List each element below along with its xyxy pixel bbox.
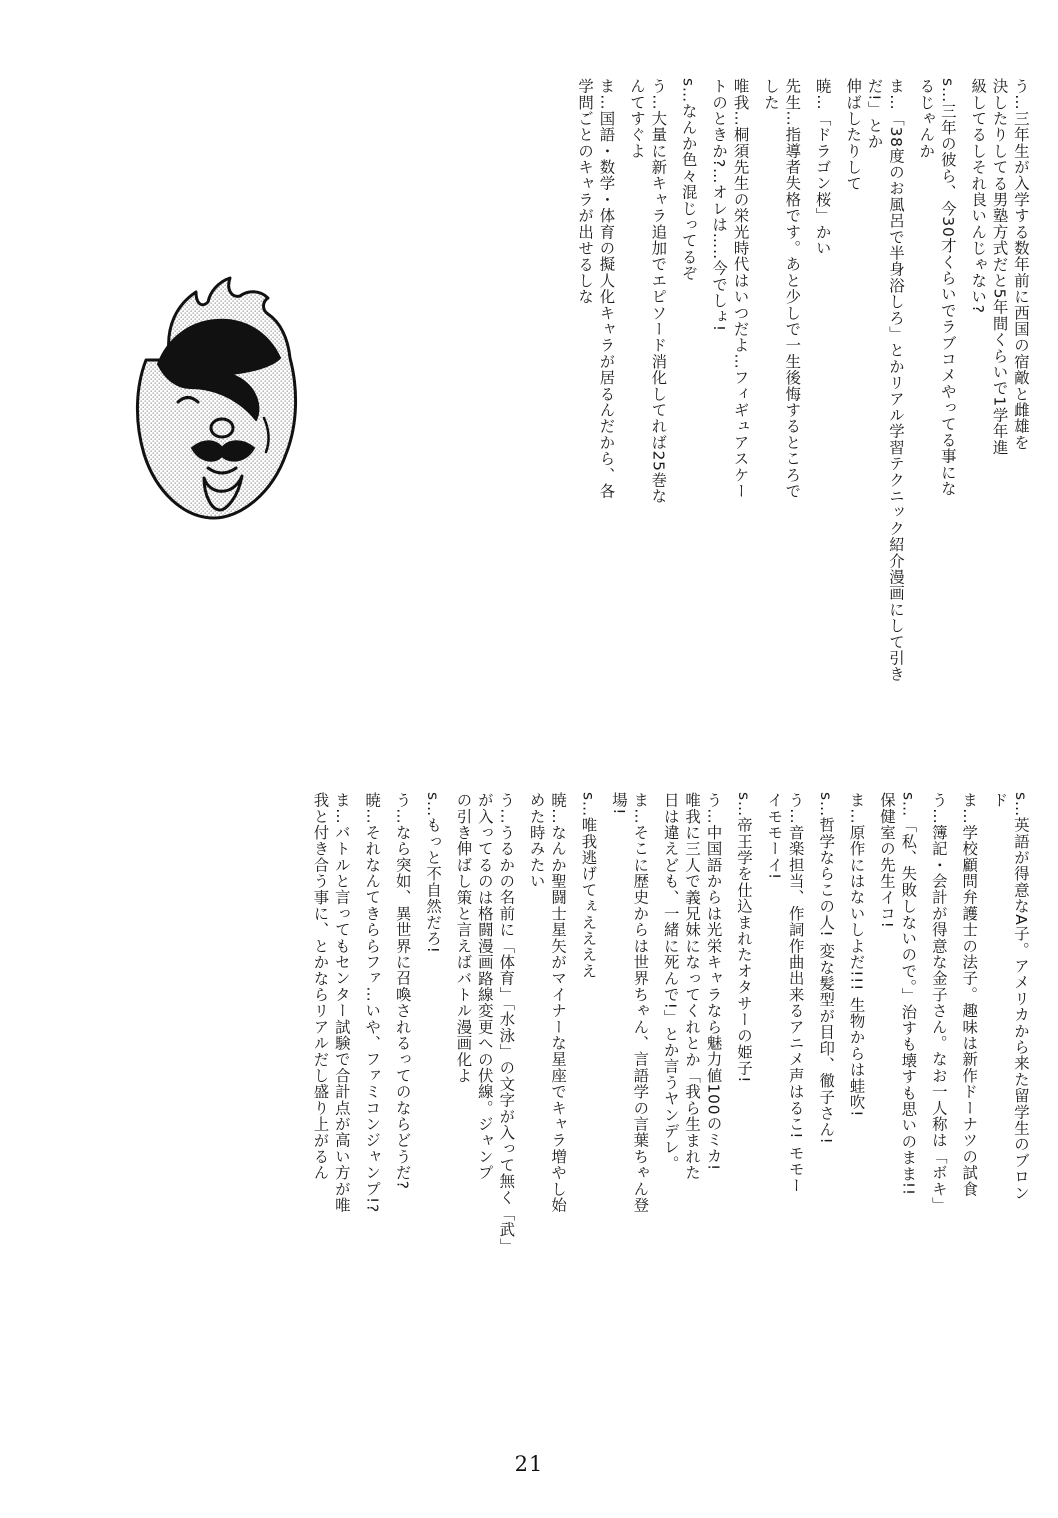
dialogue-entry xyxy=(955,792,979,1197)
dialogue-entry xyxy=(839,78,903,682)
dialogue-line: 唯我…桐須先生の栄光時代はいつだよ…フィギュアスケー xyxy=(731,78,750,500)
dialogue-line: ド xyxy=(990,792,1009,809)
dialogue-line: 決したりしてる男塾方式だと5年間くらいで1学年進 xyxy=(990,78,1009,456)
dialogue-line: s…「私、失敗しないので。」治すも壊すも思いのまま!! xyxy=(899,792,918,1196)
dialogue-entry xyxy=(306,792,349,1213)
dialogue-entry xyxy=(964,78,1028,456)
dialogue-entry xyxy=(808,78,832,257)
mustached-man-face-illustration xyxy=(112,268,317,538)
dialogue-entry xyxy=(842,792,866,1118)
dialogue-entry xyxy=(924,792,948,1214)
dialogue-line: う…簿記・会計が得意な金子さん。なお一人称は「ボキ」 xyxy=(929,792,948,1214)
dialogue-line: s…もっと不自然だろ! xyxy=(424,792,443,954)
dialogue-line: るじゃんか xyxy=(917,78,936,159)
dialogue-line: 日は違えども、一緒に死んで!」とか言うヤンデレ。 xyxy=(661,792,680,1172)
dialogue-line: んてすぐよ xyxy=(627,78,646,159)
dialogue-line: 場! xyxy=(609,792,628,816)
dialogue-line: トのときか?…オレは…‥今でしょ! xyxy=(710,78,729,332)
dialogue-line: 暁…それなんてきららファ…いや、ファミコンジャンプ!? xyxy=(363,792,382,1213)
bottom-dialogue-column-group xyxy=(98,792,1028,1452)
dialogue-entry xyxy=(674,78,698,282)
dialogue-entry xyxy=(449,792,516,1255)
dialogue-entry xyxy=(757,78,800,499)
dialogue-line: が入ってるのは格闘漫画路線変更への伏線。ジャンプ xyxy=(475,792,494,1181)
dialogue-line: s…唯我逃げてぇええええ xyxy=(579,792,598,980)
dialogue-line: う…中国語からは光栄キャラなら魅力値100のミカ! xyxy=(704,792,723,1171)
dialogue-line: 我と付き合う事に、とかならリアルだし盛り上がるん xyxy=(311,792,330,1181)
page-number: 21 xyxy=(514,1452,544,1476)
dialogue-entry xyxy=(873,792,916,1196)
dialogue-entry xyxy=(812,792,836,1145)
dialogue-line: ま…原作にはないしよだ!!! 生物からは蛙吹! xyxy=(847,792,866,1118)
dialogue-line: 級してるしそれ良いんじゃない? xyxy=(969,78,988,314)
dialogue-line: 先生…指導者失格です。あと少しで一生後悔するところで xyxy=(783,78,802,500)
dialogue-line: s…なんか色々混じってるぞ xyxy=(679,78,698,282)
dialogue-line: ま…バトルと言ってもセンター試験で合計点が高い方が唯 xyxy=(332,792,351,1214)
dialogue-line: ま…国語・数学・体育の擬人化キャラが居るんだから、各 xyxy=(597,78,616,500)
dialogue-line: 学問ごとのキャラが出せるしな xyxy=(576,78,595,305)
dialogue-line: う…大量に新キャラ追加でエピソード消化してれば25巻な xyxy=(649,78,668,505)
dialogue-line: ま…そこに歴史からは世界ちゃん、言語学の言葉ちゃん登 xyxy=(631,792,650,1214)
dialogue-line: s…哲学ならこの人! 変な髪型が目印、徹子さん! xyxy=(817,792,836,1145)
dialogue-entry xyxy=(912,78,955,497)
dialogue-line: だ!」とか xyxy=(865,78,884,150)
dialogue-entry xyxy=(574,792,598,980)
dialogue-entry xyxy=(985,792,1028,1201)
dialogue-line: ま…学校顧問弁護士の法子。趣味は新作ドーナツの試食 xyxy=(960,792,979,1197)
dialogue-line: 保健室の先生イコ! xyxy=(877,792,896,929)
dialogue-line: う…うるかの名前に「体育」「水泳」の文字が入って無く「武」 xyxy=(497,792,516,1255)
dialogue-entry xyxy=(571,78,614,499)
dialogue-line: 唯我に三人で義兄妹になってくれとか「我ら生まれた xyxy=(683,792,702,1181)
dialogue-line: s…三年の彼ら、今30才くらいでラブコメやってる事にな xyxy=(938,78,957,497)
dialogue-line: う…なら突如、異世界に召喚されるってのならどうだ? xyxy=(393,792,412,1190)
dialogue-line: s…帝王学を仕込まれたオタサーの姫子! xyxy=(734,792,753,1084)
dialogue-entry xyxy=(705,78,748,499)
dialogue-line: 暁…「ドラゴン桜」かい xyxy=(813,78,832,257)
dialogue-line: の引き伸ばし策と言えばバトル漫画化よ xyxy=(454,792,473,1084)
dialogue-line: う…三年生が入学する数年前に西国の宿敵と雌雄を xyxy=(1012,78,1030,451)
dialogue-line: う…音楽担当、作詞作曲出来るアニメ声はるこ! モモー xyxy=(786,792,805,1194)
dialogue-line: 暁…なんか聖闘士星矢がマイナーな星座でキャラ増やし始 xyxy=(549,792,568,1214)
dialogue-line: イモモーイ! xyxy=(765,792,784,880)
dialogue-entry xyxy=(419,792,443,954)
dialogue-entry xyxy=(605,792,648,1213)
dialogue-entry xyxy=(522,792,568,1214)
dialogue-entry xyxy=(623,78,666,504)
dialogue-entry xyxy=(358,792,382,1213)
dialogue-entry xyxy=(388,792,412,1190)
dialogue-line: した xyxy=(761,78,780,111)
dialogue-line: 伸ばしたりして xyxy=(844,78,863,192)
top-dialogue-column-group xyxy=(408,78,1028,718)
dialogue-line: ま…「38度のお風呂で半身浴しろ」とかリアル学習テクニック紹介漫画にして引き xyxy=(886,78,905,683)
dialogue-entry xyxy=(760,792,803,1193)
dialogue-entry xyxy=(730,792,751,1083)
dialogue-line: めた時みたい xyxy=(527,792,546,890)
dialogue-entry xyxy=(656,792,723,1181)
dialogue-line: s…英語が得意なA子。アメリカから来た留学生のブロン xyxy=(1012,792,1030,1201)
